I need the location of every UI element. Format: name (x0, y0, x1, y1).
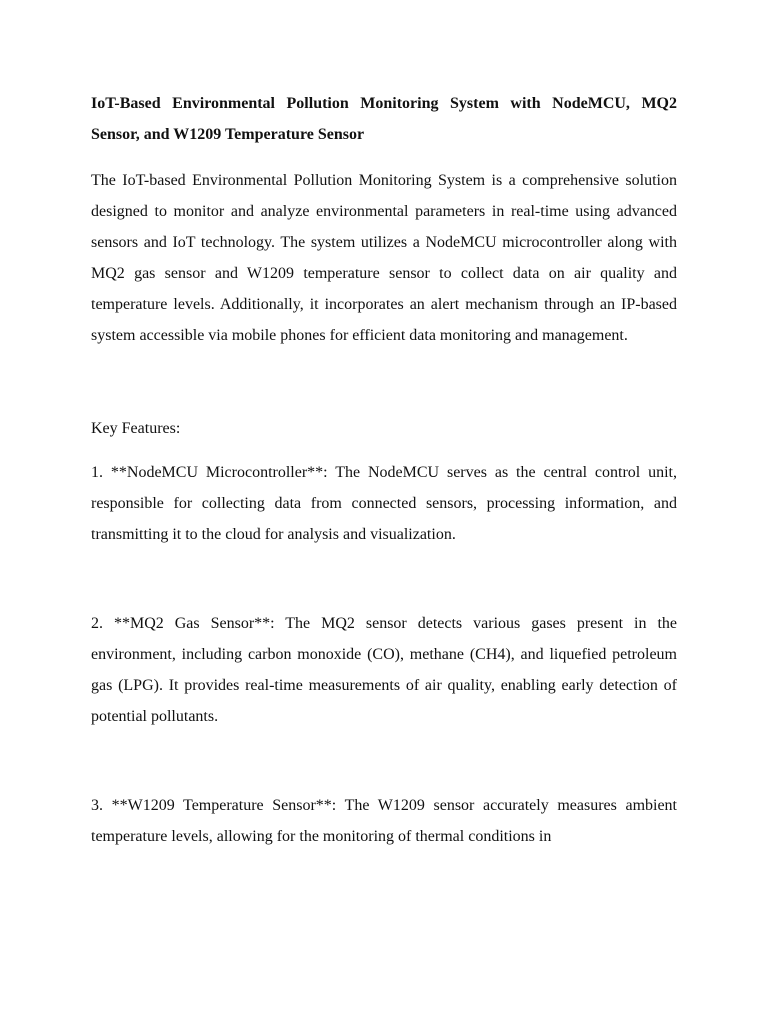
features-heading: Key Features: (91, 420, 181, 437)
document-page (91, 88, 677, 910)
feature-item-nodemcu: 1. **NodeMCU Microcontroller**: The NodeMCU serves as the central control unit, responsible for collecting data from connected sensors, processing information, and transmitting it to the cloud for analysis and visualization. (91, 464, 677, 543)
document-title: IoT-Based Environmental Pollution Monitoring System with NodeMCU, MQ2 Sensor, and W1209 Temperature Sensor (91, 95, 677, 143)
feature-item-w1209: 3. **W1209 Temperature Sensor**: The W1209 sensor accurately measures ambient temperature levels, allowing for the monitoring of thermal conditions in (91, 797, 677, 845)
feature-item-mq2: 2. **MQ2 Gas Sensor**: The MQ2 sensor detects various gases present in the environment, including carbon monoxide (CO), methane (CH4), and liquefied petroleum gas (LPG). It provides real-time measurements of air quality, enabling early detection of potential pollutants. (91, 615, 677, 725)
intro-paragraph: The IoT-based Environmental Pollution Monitoring System is a comprehensive solution designed to monitor and analyze environmental parameters in real-time using advanced sensors and IoT technology. The system utilizes a NodeMCU microcontroller along with MQ2 gas sensor and W1209 temperature sensor to collect data on air quality and temperature levels. Additionally, it incorporates an alert mechanism through an IP-based system accessible via mobile phones for efficient data monitoring and management. (91, 172, 677, 344)
